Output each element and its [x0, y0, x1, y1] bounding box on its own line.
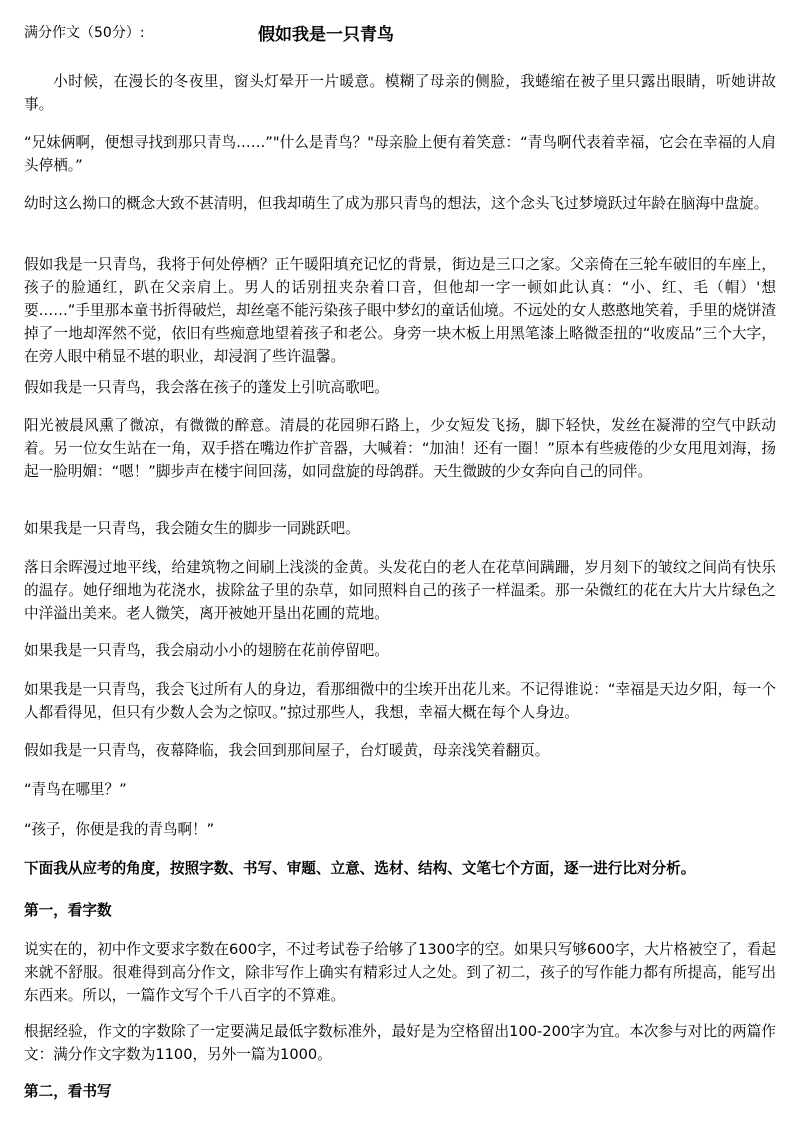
section-heading: 第一，看字数 [24, 902, 112, 919]
paragraph: “青鸟在哪里？” [24, 781, 127, 798]
paragraph: 说实在的，初中作文要求字数在600字，不过考试卷子给够了1300字的空。如果只写够600字，大片格被空了，看起来就不舒服。很难得到高分作文，除非写作上确实有精彩过人之处。到了初二，孩子的写作能力都有所提高，能写出东西来。所以，一篇作文写个千八百字的不算难。 [24, 941, 776, 1004]
paragraph: 落日余晖漫过地平线，给建筑物之间刷上浅淡的金黄。头发花白的老人在花草间蹒跚，岁月刻下的皱纹之间尚有快乐的温存。她仔细地为花浇水，拔除盆子里的杂草，如同照料自己的孩子一样温柔。那一朵微红的花在大片大片绿色之中洋溢出美来。老人微笑，离开被她开垦出花圃的荒地。 [24, 559, 776, 622]
paragraph: 阳光被晨风熏了微凉，有微微的醉意。清晨的花园卵石路上，少女短发飞扬，脚下轻快，发丝在凝滞的空气中跃动着。另一位女生站在一角，双手搭在嘴边作扩音器，大喊着：“加油！还有一圈！”原本有些疲倦的少女甩甩刘海，扬起一脸明媚：“嗯！”脚步声在楼宇间回荡，如同盘旋的母鸽群。天生微跛的少女奔向自己的同伴。 [24, 417, 776, 480]
analysis-intro: 下面我从应考的角度，按照字数、书写、审题、立意、选材、结构、文笔七个方面，逐一进行比对分析。 [24, 860, 696, 877]
paragraph: 小时候，在漫长的冬夜里，窗头灯晕开一片暖意。模糊了母亲的侧脸，我蜷缩在被子里只露出眼睛，听她讲故事。 [24, 73, 776, 113]
section-heading: 第二，看书写 [24, 1083, 112, 1100]
paragraph: “孩子，你便是我的青鸟啊！” [24, 821, 215, 838]
paragraph: 假如我是一只青鸟，我会落在孩子的蓬发上引吭高歌吧。 [24, 379, 389, 396]
paragraph: 幼时这么拗口的概念大致不甚清明，但我却萌生了成为那只青鸟的想法，这个念头飞过梦境跃过年龄在脑海中盘旋。 [24, 195, 769, 212]
paragraph: “兄妹俩啊，便想寻找到那只青鸟……”"什么是青鸟？"母亲脸上便有着笑意：“青鸟啊代表着幸福，它会在幸福的人肩头停栖。” [24, 134, 776, 174]
paragraph: 根据经验，作文的字数除了一定要满足最低字数标准外，最好是为空格留出100-200字为宜。本次参与对比的两篇作文：满分作文字数为1100，另外一篇为1000。 [24, 1023, 776, 1063]
paragraph: 假如我是一只青鸟，夜幕降临，我会回到那间屋子，台灯暖黄，母亲浅笑着翻页。 [24, 742, 550, 759]
paragraph: 如果我是一只青鸟，我会随女生的脚步一同跳跃吧。 [24, 520, 360, 537]
document-header [24, 22, 776, 44]
paragraph: 假如我是一只青鸟，我将于何处停栖？正午暖阳填充记忆的背景，街边是三口之家。父亲倚在三轮车破旧的车座上，孩子的脸通红，趴在父亲肩上。男人的话别扭夹杂着口音，但他却一字一顿如此认真：“小、红、毛（帽）'想要……”手里那本童书折得破烂，却丝毫不能污染孩子眼中梦幻的童话仙境。不远处的女人憨憨地笑着，手里的烧饼渣掉了一地却浑然不觉，依旧有些痴意地望着孩子和老公。身旁一块木板上用黑笔漆上略微歪扭的“收废品”三个大字，在旁人眼中稍显不堪的职业，却浸润了些许温馨。 [24, 256, 776, 365]
essay-title: 假如我是一只青鸟 [258, 25, 394, 45]
paragraph: 如果我是一只青鸟，我会扇动小小的翅膀在花前停留吧。 [24, 642, 389, 659]
paragraph: 如果我是一只青鸟，我会飞过所有人的身边，看那细微中的尘埃开出花儿来。不记得谁说：“幸福是天边夕阳，每一个人都看得见，但只有少数人会为之惊叹。”掠过那些人，我想，幸福大概在每个人身边。 [24, 681, 776, 721]
score-label: 满分作文（50分）: [24, 25, 145, 41]
